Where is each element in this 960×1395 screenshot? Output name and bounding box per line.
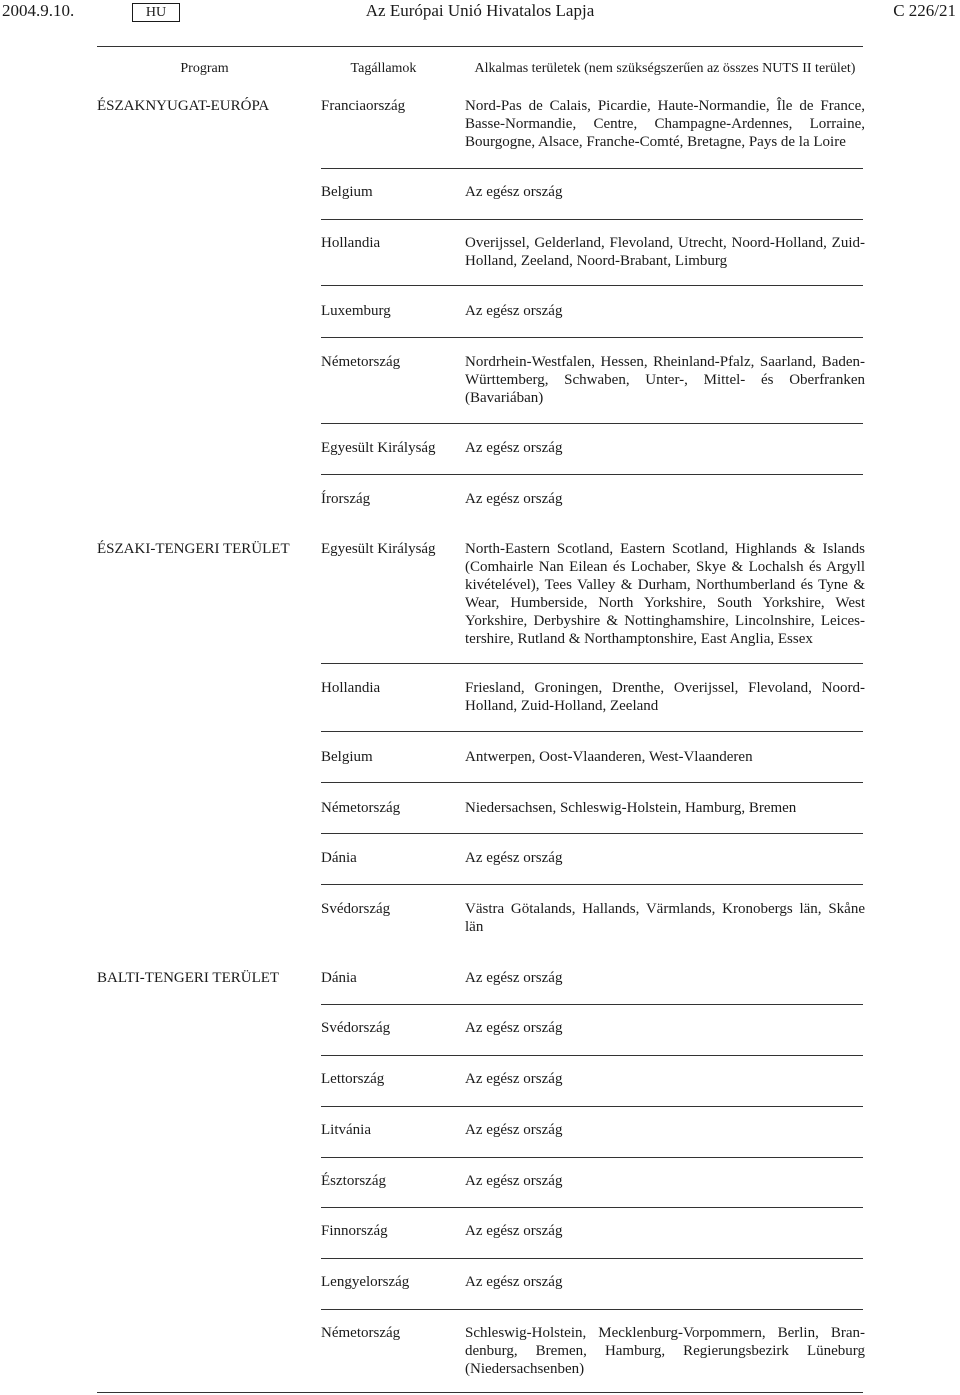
eligible-area-cell: Az egész ország [465,970,563,986]
eligible-area-cell: North-Eastern Scotland, Eastern Scotland, Highlands & Islands (Comhairle Nan Eilean és Lochaber, Skye & Lochalsh és Argyll kivételével), Tees Valley & Durham, Northumberland és Tyne & Wear, Humberside, North Yorkshire, South Yorkshire, West Yorkshire, Derbyshire & Nottinghamshire, Lincolnshire, Leicestershire, Rutland & Northamptonshire, East Anglia, Essex [465,541,865,647]
language-code-box: HU [132,3,180,22]
eligible-area-cell: Az egész ország [465,1122,563,1138]
member-state-cell: Dánia [321,850,357,866]
eligible-area-cell: Az egész ország [465,1020,563,1036]
eligible-area-cell: Az egész ország [465,1173,563,1189]
eligible-area-cell: Az egész ország [465,184,563,200]
row-divider [321,1207,863,1208]
member-state-cell: Hollandia [321,680,381,696]
row-divider [321,474,863,475]
row-divider [321,663,863,664]
eligible-area-cell: Az egész ország [465,1274,563,1290]
row-divider [321,168,863,169]
page-reference: C 226/21 [893,1,956,20]
member-state-cell: Németország [321,1325,401,1341]
row-divider [321,833,863,834]
eligible-area-cell: Nordrhein-Westfalen, Hessen, Rheinland-Pfalz, Saarland, Baden-Württemberg, Schwaben, Unter-, Mittel- és Oberfranken (Bavariában) [465,354,865,406]
eligible-area-cell: Az egész ország [465,850,563,866]
row-divider [321,884,863,885]
member-state-cell: Lengyelország [321,1274,410,1290]
member-state-cell: Hollandia [321,235,381,251]
eligible-area-cell: Overijssel, Gelderland, Flevoland, Utrecht, Noord-Holland, Zuid-Holland, Zeeland, Noord-Brabant, Limburg [465,235,865,269]
member-state-cell: Németország [321,800,401,816]
program-cell: BALTI-TENGERI TERÜLET [97,970,280,986]
eligible-area-cell: Västra Götalands, Hallands, Värmlands, Kronobergs län, Skåne län [465,901,865,935]
row-divider [321,1157,863,1158]
member-state-cell: Belgium [321,749,373,765]
row-divider [321,337,863,338]
member-state-cell: Dánia [321,970,357,986]
member-state-cell: Németország [321,354,401,370]
row-divider [321,731,863,732]
page-header [0,0,960,26]
row-divider [321,1055,863,1056]
row-divider [321,782,863,783]
member-state-cell: Lettország [321,1071,385,1087]
member-state-cell: Svédország [321,1020,391,1036]
column-header-member-states: Tagállamok [350,61,417,76]
eligible-area-cell: Az egész ország [465,491,563,507]
table-top-rule [97,46,863,47]
eligible-area-cell: Az egész ország [465,440,563,456]
journal-title: Az Európai Unió Hivatalos Lapja [365,1,595,20]
eligible-area-cell: Antwerpen, Oost-Vlaanderen, West-Vlaanderen [465,749,753,765]
eligible-area-cell: Friesland, Groningen, Drenthe, Overijssel, Flevoland, Noord-Holland, Zuid-Holland, Zeeland [465,680,865,714]
eligible-area-cell: Schleswig-Holstein, Mecklenburg-Vorpommern, Berlin, Brandenburg, Bremen, Hamburg, Regierungsbezirk Lüneburg (Niedersachsenben) [465,1325,865,1377]
eligible-area-cell: Az egész ország [465,1223,563,1239]
member-state-cell: Írország [321,491,371,507]
eligible-area-cell: Az egész ország [465,1071,563,1087]
member-state-cell: Luxemburg [321,303,391,319]
member-state-cell: Belgium [321,184,373,200]
program-cell: ÉSZAKNYUGAT-EURÓPA [97,98,270,114]
row-divider [321,1258,863,1259]
row-divider [321,1106,863,1107]
row-divider [321,423,863,424]
member-state-cell: Finnország [321,1223,388,1239]
column-header-program: Program [180,61,229,76]
member-state-cell: Franciaország [321,98,406,114]
table-bottom-rule [97,1392,863,1393]
member-state-cell: Észtország [321,1173,386,1189]
eligible-area-cell: Nord-Pas de Calais, Picardie, Haute-Normandie, Île de France, Basse-Normandie, Centre, Champagne-Ardennes, Lorraine, Bourgogne, Alsace, Franche-Comté, Bretagne, Pays de la Loire [465,98,865,150]
publication-date: 2004.9.10. [2,1,75,20]
member-state-cell: Svédország [321,901,391,917]
row-divider [321,219,863,220]
row-divider [321,1004,863,1005]
member-state-cell: Egyesült Királyság [321,440,436,456]
eligible-area-cell: Az egész ország [465,303,563,319]
eligible-area-cell: Niedersachsen, Schleswig-Holstein, Hamburg, Bremen [465,800,797,816]
member-state-cell: Egyesült Királyság [321,541,436,557]
column-header-eligible-areas: Alkalmas területek (nem szükségszerűen az összes NUTS II terület) [474,61,856,76]
row-divider [321,285,863,286]
program-cell: ÉSZAKI-TENGERI TERÜLET [97,541,290,557]
member-state-cell: Litvánia [321,1122,371,1138]
row-divider [321,1309,863,1310]
